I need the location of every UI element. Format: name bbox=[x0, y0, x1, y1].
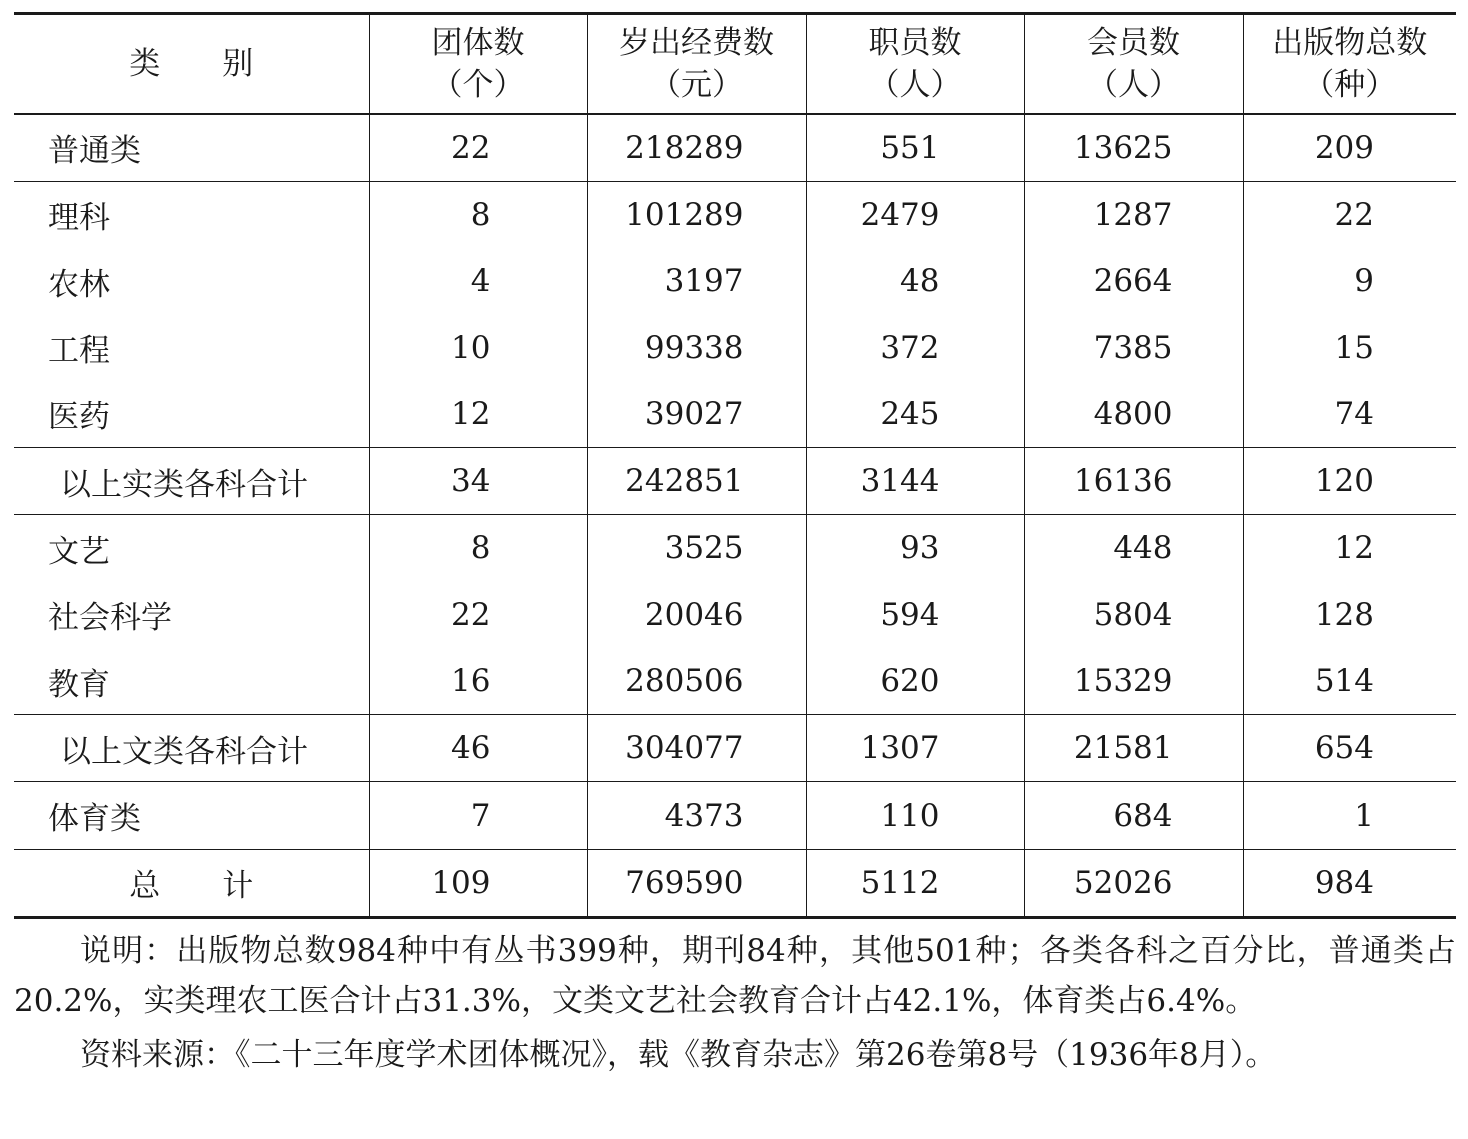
row-label: 农林 bbox=[48, 266, 110, 303]
row-label: 普通类 bbox=[48, 133, 141, 170]
staff-cell: 245 bbox=[806, 381, 1024, 448]
staff-cell: 551 bbox=[806, 114, 1024, 182]
publications-cell: 9 bbox=[1243, 248, 1456, 314]
members-cell: 1287 bbox=[1024, 181, 1243, 248]
expenses-cell: 20046 bbox=[587, 582, 806, 648]
members-cell: 13625 bbox=[1024, 114, 1243, 182]
table-notes bbox=[14, 926, 1456, 1080]
expenses-cell: 218289 bbox=[587, 114, 806, 182]
groups-cell: 7 bbox=[369, 782, 587, 849]
header-staff: 职员数 （人） bbox=[806, 14, 1024, 114]
members-cell: 7385 bbox=[1024, 314, 1243, 380]
header-row bbox=[14, 14, 1456, 114]
groups-cell: 46 bbox=[369, 715, 587, 782]
row-label: 理科 bbox=[14, 181, 369, 248]
groups-cell: 16 bbox=[369, 648, 587, 715]
expenses-cell: 99338 bbox=[587, 314, 806, 380]
table-row bbox=[14, 381, 1456, 448]
publications-cell: 1 bbox=[1243, 782, 1456, 849]
explanation-note: 说明：出版物总数984种中有丛书399种，期刊84种，其他501种；各类各科之百分比，普通类占20.2%，实类理农工医合计占31.3%，文类文艺社会教育合计占42.1%，体育类占6.4%。 bbox=[14, 933, 1456, 1019]
members-cell: 684 bbox=[1024, 782, 1243, 849]
expenses-cell: 769590 bbox=[587, 849, 806, 917]
members-cell: 4800 bbox=[1024, 381, 1243, 448]
table-body bbox=[14, 114, 1456, 918]
staff-cell: 48 bbox=[806, 248, 1024, 314]
staff-cell: 620 bbox=[806, 648, 1024, 715]
row-label: 文艺 bbox=[14, 515, 369, 582]
row-label: 工程 bbox=[48, 333, 110, 370]
expenses-cell: 280506 bbox=[587, 648, 806, 715]
source-note: 资料来源：《二十三年度学术团体概况》，载《教育杂志》第26卷第8号（1936年8月）。 bbox=[80, 1037, 1277, 1073]
expenses-cell: 242851 bbox=[587, 447, 806, 514]
expenses-cell: 3525 bbox=[587, 515, 806, 582]
expenses-cell: 3197 bbox=[587, 248, 806, 314]
row-label: 以上文类各科合计 bbox=[14, 715, 369, 782]
publications-cell: 984 bbox=[1243, 849, 1456, 917]
members-cell: 21581 bbox=[1024, 715, 1243, 782]
row-label: 社会科学 bbox=[48, 600, 172, 637]
header-category: 类 别 bbox=[14, 14, 369, 114]
groups-cell: 22 bbox=[369, 114, 587, 182]
row-label: 以上实类各科合计 bbox=[14, 447, 369, 514]
publications-cell: 654 bbox=[1243, 715, 1456, 782]
expenses-cell: 39027 bbox=[587, 381, 806, 448]
publications-cell: 12 bbox=[1243, 515, 1456, 582]
statistics-table bbox=[14, 12, 1456, 919]
members-cell: 16136 bbox=[1024, 447, 1243, 514]
expenses-cell: 304077 bbox=[587, 715, 806, 782]
table-row bbox=[14, 648, 1456, 715]
groups-cell: 34 bbox=[369, 447, 587, 514]
groups-cell: 8 bbox=[369, 515, 587, 582]
row-label: 总 计 bbox=[14, 849, 369, 917]
staff-cell: 110 bbox=[806, 782, 1024, 849]
groups-cell: 4 bbox=[369, 248, 587, 314]
subtotal-row bbox=[14, 715, 1456, 782]
header-groups: 团体数 （个） bbox=[369, 14, 587, 114]
publications-cell: 15 bbox=[1243, 314, 1456, 380]
staff-cell: 1307 bbox=[806, 715, 1024, 782]
header-publications: 出版物总数 （种） bbox=[1243, 14, 1456, 114]
groups-cell: 22 bbox=[369, 582, 587, 648]
members-cell: 2664 bbox=[1024, 248, 1243, 314]
total-row bbox=[14, 849, 1456, 917]
table-header bbox=[14, 14, 1456, 114]
row-label: 医药 bbox=[48, 399, 110, 436]
groups-cell: 109 bbox=[369, 849, 587, 917]
row-label: 教育 bbox=[48, 666, 110, 703]
expenses-cell: 4373 bbox=[587, 782, 806, 849]
table-row bbox=[14, 248, 1456, 314]
header-members: 会员数 （人） bbox=[1024, 14, 1243, 114]
groups-cell: 10 bbox=[369, 314, 587, 380]
publications-cell: 514 bbox=[1243, 648, 1456, 715]
staff-cell: 594 bbox=[806, 582, 1024, 648]
table-row bbox=[14, 114, 1456, 182]
table-row bbox=[14, 782, 1456, 849]
publications-cell: 120 bbox=[1243, 447, 1456, 514]
members-cell: 15329 bbox=[1024, 648, 1243, 715]
staff-cell: 372 bbox=[806, 314, 1024, 380]
members-cell: 448 bbox=[1024, 515, 1243, 582]
subtotal-row bbox=[14, 447, 1456, 514]
staff-cell: 3144 bbox=[806, 447, 1024, 514]
table-row bbox=[14, 515, 1456, 582]
header-expenses: 岁出经费数 （元） bbox=[587, 14, 806, 114]
table-row bbox=[14, 314, 1456, 380]
row-label: 体育类 bbox=[14, 782, 369, 849]
publications-cell: 74 bbox=[1243, 381, 1456, 448]
publications-cell: 209 bbox=[1243, 114, 1456, 182]
table-row bbox=[14, 582, 1456, 648]
groups-cell: 8 bbox=[369, 181, 587, 248]
staff-cell: 5112 bbox=[806, 849, 1024, 917]
groups-cell: 12 bbox=[369, 381, 587, 448]
staff-cell: 2479 bbox=[806, 181, 1024, 248]
table-row bbox=[14, 181, 1456, 248]
members-cell: 52026 bbox=[1024, 849, 1243, 917]
expenses-cell: 101289 bbox=[587, 181, 806, 248]
publications-cell: 128 bbox=[1243, 582, 1456, 648]
publications-cell: 22 bbox=[1243, 181, 1456, 248]
members-cell: 5804 bbox=[1024, 582, 1243, 648]
staff-cell: 93 bbox=[806, 515, 1024, 582]
